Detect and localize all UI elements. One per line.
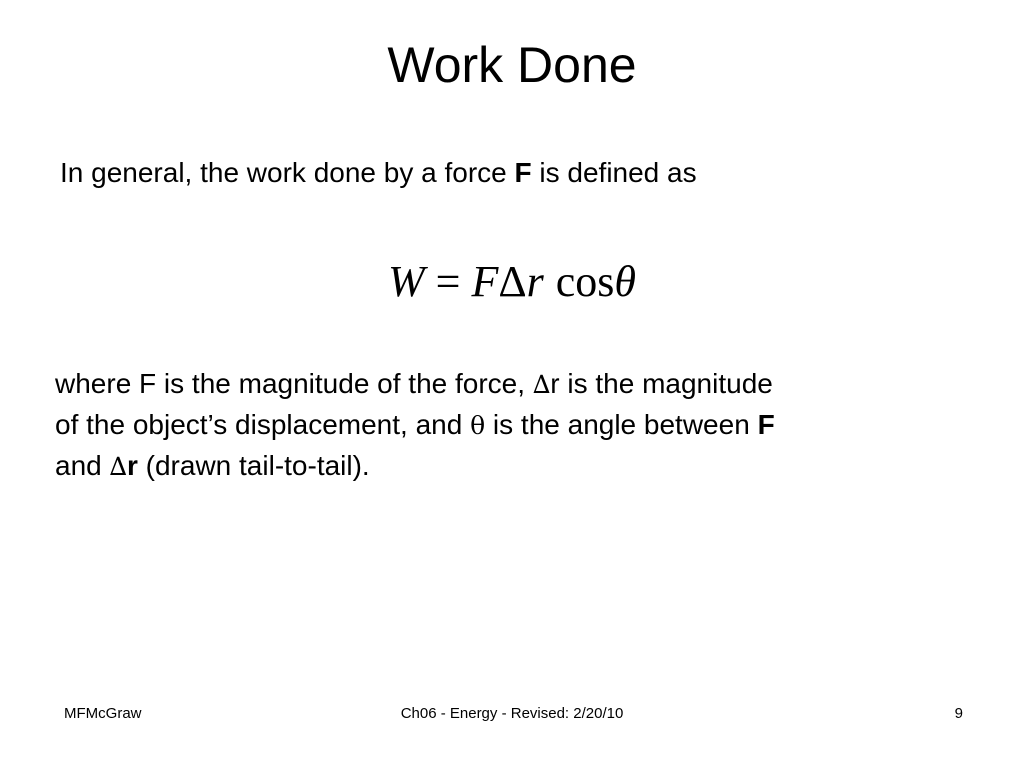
footer-page-number: 9	[954, 705, 963, 722]
description-line-1-a: where F is the magnitude of the force,	[55, 368, 533, 399]
description-delta-1: ∆	[532, 370, 551, 399]
description-line-3	[55, 446, 955, 487]
intro-text-after: is defined as	[531, 157, 697, 188]
description-line-1-b: r is the magnitude	[550, 368, 773, 399]
description-bold-r: r	[126, 450, 138, 481]
slide-title: Work Done	[387, 37, 637, 93]
footer-chapter-info: Ch06 - Energy - Revised: 2/20/10	[400, 705, 624, 722]
footer-author: MFMcGraw	[64, 705, 142, 722]
intro-text-before: In general, the work done by a force	[60, 157, 515, 188]
description-delta-2: ∆	[109, 452, 127, 481]
description-line-1	[55, 364, 955, 405]
description-line-3-a: and	[55, 450, 110, 481]
description-line-3-b: (drawn tail-to-tail).	[137, 450, 370, 481]
description-line-2-b: is the angle between	[485, 409, 758, 440]
work-equation	[0, 252, 1024, 312]
description-line-2	[55, 405, 955, 446]
equation-force-symbol: F	[471, 257, 499, 306]
intro-bold-force: F	[514, 157, 532, 188]
description-paragraph	[55, 364, 955, 487]
description-theta: θ	[470, 411, 486, 440]
equation-work-symbol: W	[387, 257, 425, 306]
equation-r-symbol: r	[526, 257, 544, 306]
equation-theta: θ	[614, 257, 637, 306]
equation-cos: cos	[555, 257, 615, 306]
description-line-2-a: of the object’s displacement, and	[55, 409, 471, 440]
intro-text	[60, 153, 697, 193]
equation-equals: =	[424, 257, 472, 306]
equation-delta: Δ	[498, 257, 527, 306]
description-bold-force: F	[757, 409, 775, 440]
